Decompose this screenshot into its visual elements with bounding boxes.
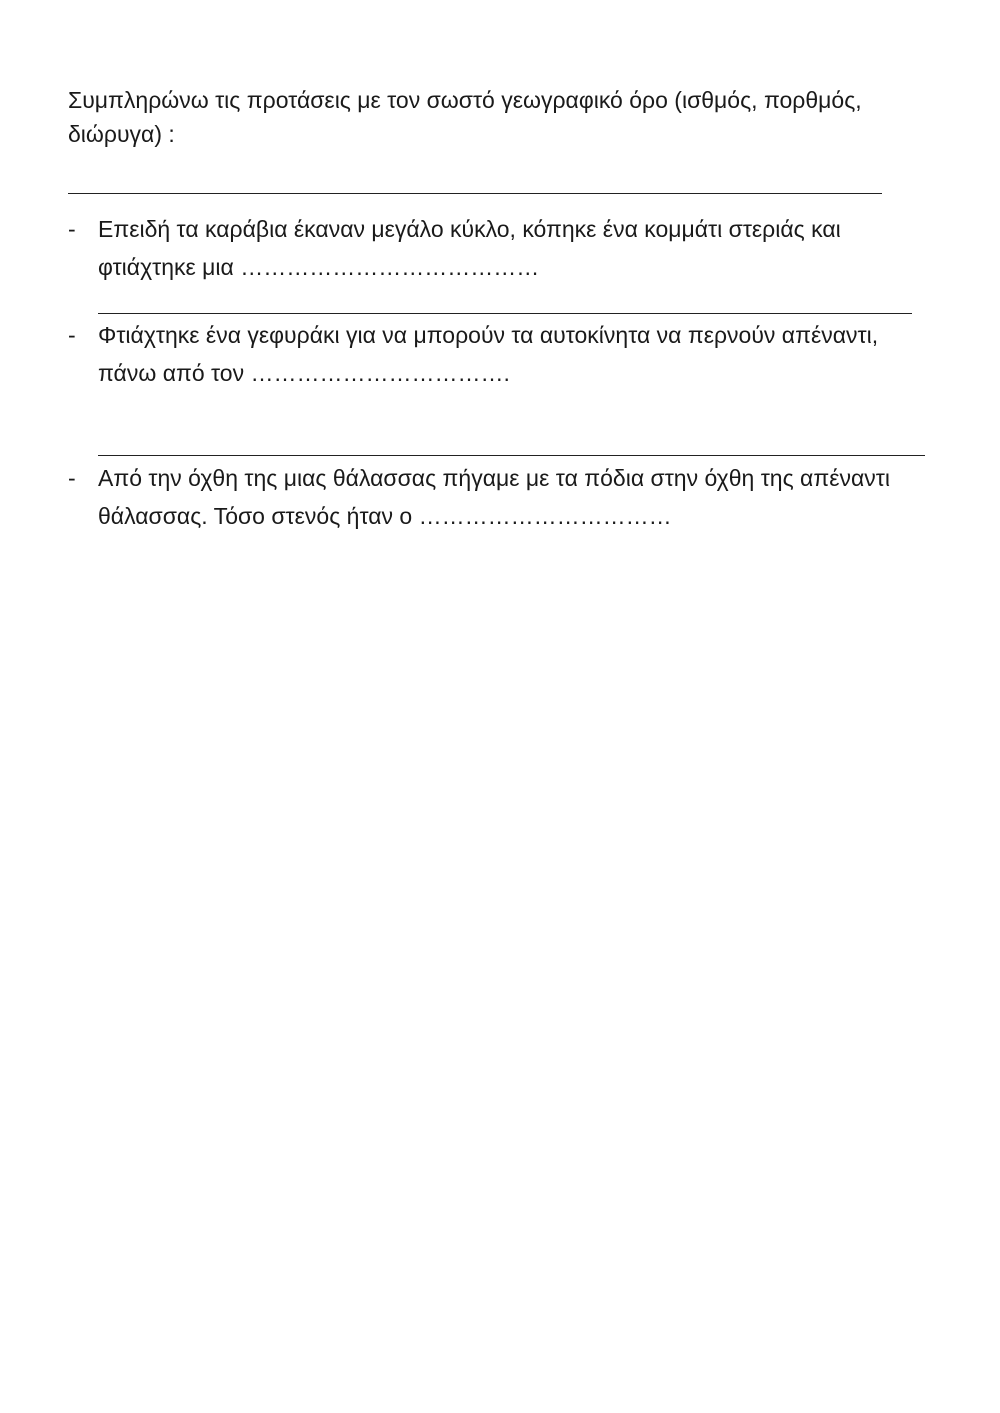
- item-sentence: Από την όχθη της μιας θάλασσας πήγαμε με τα πόδια στην όχθη της απέναντι θάλασσας. Τόσο στενός ήταν ο ……………………………: [98, 465, 890, 529]
- worksheet-instructions: Συμπληρώνω τις προτάσεις με τον σωστό γεωγραφικό όρο (ισθμός, πορθμός, διώρυγα) :: [68, 87, 862, 147]
- item-sentence: Φτιάχτηκε ένα γεφυράκι για να μπορούν τα αυτοκίνητα να περνούν απέναντι, πάνω από τον …………………………….: [98, 322, 879, 386]
- item-bullet: -: [68, 322, 76, 348]
- item-bullet: -: [68, 216, 76, 242]
- divider-line: [68, 193, 882, 194]
- divider-line: [98, 455, 925, 456]
- item-sentence: Επειδή τα καράβια έκαναν μεγάλο κύκλο, κόπηκε ένα κομμάτι στεριάς και φτιάχτηκε μια …………………………………: [98, 216, 841, 280]
- item-bullet: -: [68, 465, 76, 491]
- divider-line: [98, 313, 912, 314]
